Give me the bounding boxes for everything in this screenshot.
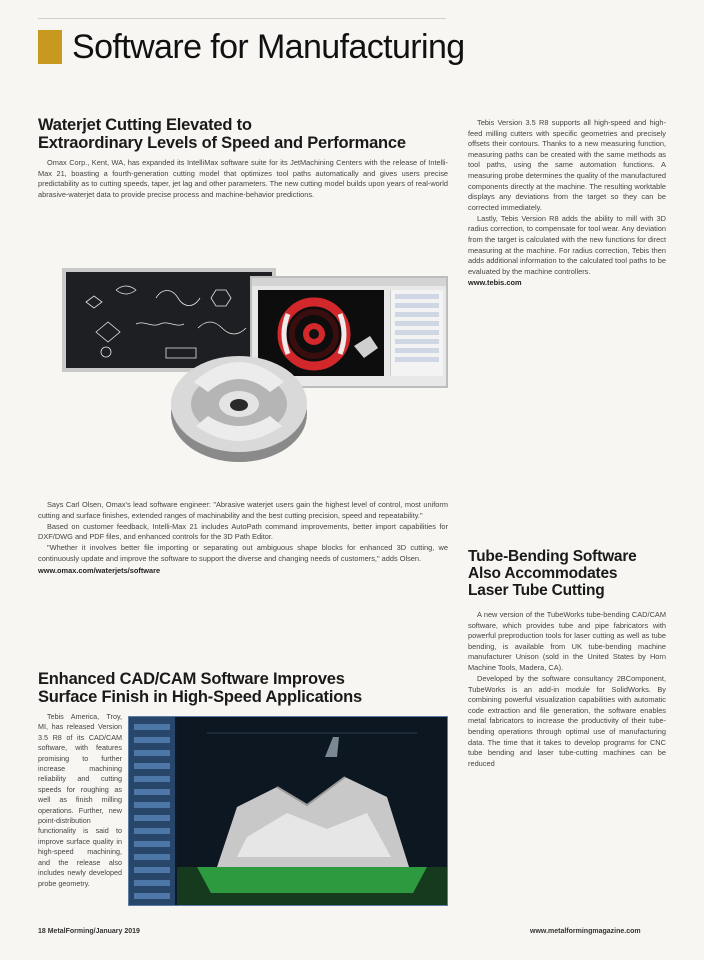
- paragraph: Omax Corp., Kent, WA, has expanded its IntelliMax software suite for its JetMachining Centers with the release of Intelli-Max 21, boasting a fourth-generation cutting model that optimizes tool paths automatically and gives users precise predictability as to cutting speeds, taper, jet lag and other parameters. The new cutting model builds upon years of real-world abrasive-waterjet data to provide precise process and machine-behavior predictions.: [38, 158, 448, 199]
- top-rule: [38, 18, 446, 19]
- headline-line: Tube-Bending Software: [468, 548, 637, 565]
- headline-line: Surface Finish in High-Speed Applications: [38, 688, 362, 706]
- paragraph: Based on customer feedback, Intelli-Max 21 includes AutoPath command improvements, better import capabilities for DXF/DWG and PDF files, and enhanced controls for the 3D Path Editor.: [38, 521, 448, 542]
- section-color-block: [38, 30, 62, 64]
- article-omax: [38, 116, 448, 201]
- paragraph: Lastly, Tebis Version R8 adds the ability to mill with 3D radius correction, to compensate for tool wear. Any deviation from the target is calculated with the new functions for direct measuring at the machine. For radius correction, Tebis then adds additional information to the calculated tool paths to be evaluated by the machine controllers.: [468, 213, 666, 276]
- article-tebis-headline: [38, 670, 458, 706]
- headline-line: Laser Tube Cutting: [468, 582, 605, 599]
- omax-software-figure: [38, 264, 448, 494]
- footer-website[interactable]: www.metalformingmagazine.com: [530, 928, 641, 935]
- article-tebis-body-start: [38, 712, 122, 908]
- paragraph: Tebis Version 3.5 R8 supports all high-speed and high-feed milling cutters with specific geometries and precisely offsets their contours. Thanks to a new measuring function, measuring paths can be created with the same methods as tool paths, using the same automation functions. A measuring probe determines the quality of the manufactured components directly at the machine. The resulting worktable displays any deviations from the target so they can be corrected immediately.: [468, 118, 666, 212]
- headline-line: Waterjet Cutting Elevated to: [38, 116, 252, 134]
- headline-line: Enhanced CAD/CAM Software Improves: [38, 670, 345, 688]
- headline-line: Also Accommodates: [468, 565, 618, 582]
- paragraph: Tebis America, Troy, MI, has released Version 3.5 R8 of its CAD/CAM software, with features promising to further increase machining reliability and cutting speeds for roughing as well as finish milling operations. Further, new point-distribution functionality is said to improve surface quality in high-speed machining, and the release also includes newly developed probe geometry.: [38, 712, 122, 888]
- article-omax-body-top: [38, 158, 448, 200]
- article-omax-body: [38, 500, 448, 575]
- article-unison-body: [468, 610, 666, 908]
- paragraph: "Whether it involves better file importing or separating out ambiguous shape blocks for enhanced 3D cutting, we continuously update and improve the software to support the diverse and changing needs of customers," adds Olsen.: [38, 543, 448, 563]
- machined-part-image: [164, 322, 314, 486]
- footer-page-info: 18 MetalForming/January 2019: [38, 928, 140, 935]
- headline-line: Extraordinary Levels of Speed and Performance: [38, 134, 406, 152]
- paragraph: A new version of the TubeWorks tube-bending CAD/CAM software, which provides tube and pipe fabricators with powerful preproduction tools for laser cutting as well as tube bending, is available from UK tube-bending machine manufacturer Unison (sold in the United States by Horn Machine Tools, Madera, CA).: [468, 610, 666, 672]
- toolbar-panel: [129, 717, 175, 906]
- tebis-cam-screenshot: [128, 716, 448, 906]
- article-tebis-link[interactable]: www.tebis.com: [468, 278, 522, 288]
- paragraph: Developed by the software consultancy 2BComponent, TubeWorks is an add-in module for SolidWorks. By combining powerful visualization capabilities with automatic code extraction and file generation, the software enables metal fabricators to increase the productivity of their tube-bending operations through optimal use of manufacturing data. The time that it takes to develop programs for CNC tube bending and laser tube-cutting machines can be reduced: [468, 674, 666, 768]
- cam-viewport: [177, 717, 447, 905]
- section-title: Software for Manufacturing: [72, 28, 465, 66]
- article-omax-link[interactable]: www.omax.com/waterjets/software: [38, 565, 161, 575]
- article-tebis-body-continued: [468, 118, 666, 516]
- window-titlebar: [252, 278, 446, 286]
- article-unison-headline: [468, 548, 666, 599]
- article-omax-headline: [38, 116, 448, 152]
- paragraph: Says Carl Olsen, Omax's lead software engineer: "Abrasive waterjet users gain the highest level of control, most uniform cutting and surface finishes, extended ranges of machinability and the best cutting precision, speed and repeatability.": [38, 500, 448, 520]
- properties-panel: [390, 290, 443, 376]
